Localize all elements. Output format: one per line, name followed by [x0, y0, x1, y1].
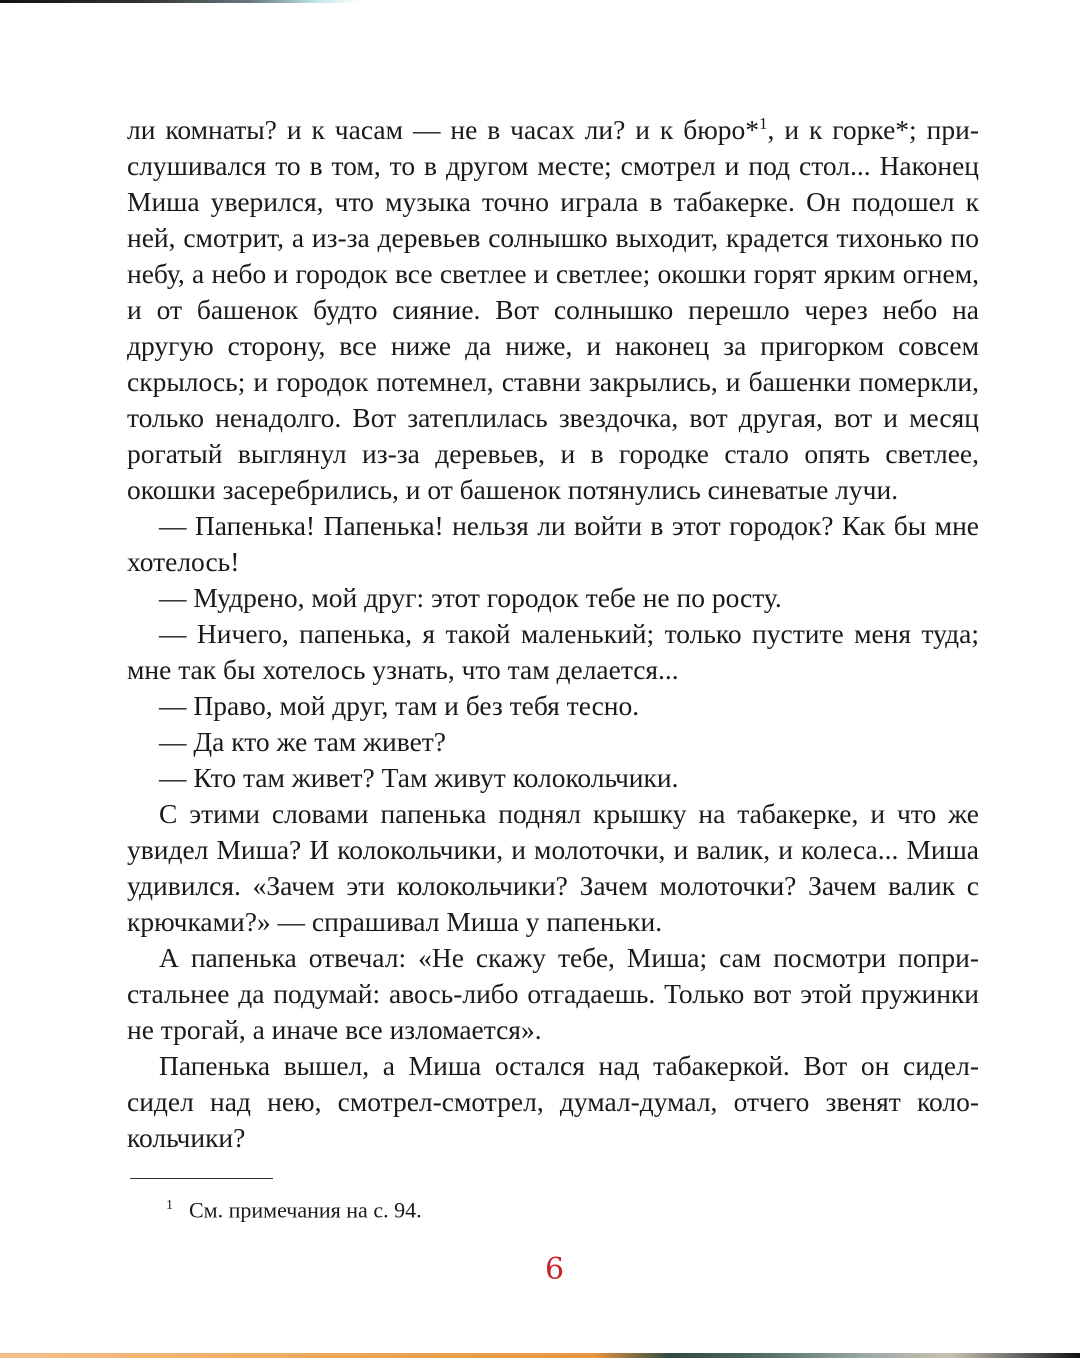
paragraph-4: — Ничего, папенька, я такой маленький; только пустите меня туда; мне так бы хотелось узнать, что там делается... — [127, 618, 979, 685]
paragraph-1 — [127, 112, 979, 508]
paragraph-8: С этими словами папенька поднял крышку на табакерке, и что же увидел Миша? И колокольчики, и молоточки, и валик, и колеса... Миша удивился. «Зачем эти колокольчики? Зачем молоточки? Зачем валик с крючками?» — спрашивал Миша у папеньки. — [127, 798, 979, 937]
paragraph-6: — Да кто же там живет? — [159, 726, 447, 757]
paragraph-7: — Кто там живет? Там живут колокольчики. — [159, 762, 679, 793]
paragraph-5: — Право, мой друг, там и без тебя тесно. — [159, 690, 640, 721]
footnote-reference[interactable]: 1 — [759, 113, 768, 133]
footnote-divider — [130, 1178, 273, 1179]
footnote-mark: 1 — [166, 1198, 173, 1213]
paragraph-3: — Мудрено, мой друг: этот городок тебе не по росту. — [159, 582, 782, 613]
paragraph-text: ли комнаты? и к часам — не в часах ли? и к бюро* — [127, 114, 760, 145]
paragraph-10: Папенька вышел, а Миша остался над табакеркой. Вот он сидел-сидел над нею, смотрел-смотрел, думал-думал, отчего звенят колокольчики? — [127, 1050, 979, 1153]
scan-edge-top — [0, 0, 360, 3]
paragraph-text: , и к горке*; прислушивался то в том, то в другом месте; смотрел и под стол... Наконец Миша уверился, что музыка точно играла в табакерке. Он подошел к ней, смотрит, а из-за деревьев солнышко выходит, крадется тихонько по небу, а небо и городок все светлее и светлее; окошки горят ярким огнем, и от башенок будто сияние. Вот солнышко перешло через небо на другую сторону, все ниже да ниже, и наконец за пригорком совсем скрылось; и городок потемнел, ставни закрылись, и башенки померкли, только ненадолго. Вот затеплилась звездочка, вот другая, вот и месяц рогатый выглянул из-за деревьев, и в городке стало опять светлее, окошки засеребрились, и от башенок потянулись синеватые лучи. — [127, 114, 979, 505]
scan-edge-bottom — [0, 1353, 1080, 1358]
paragraph-9: А папенька отвечал: «Не скажу тебе, Миша; сам посмотри попристальнее да подумай: авось-либо отгадаешь. Только вот этой пружинки не трогай, а иначе все изломается». — [127, 942, 979, 1045]
page-body-text — [127, 112, 979, 1156]
footnote — [166, 1190, 422, 1226]
footnote-text: См. примечания на с. 94. — [189, 1197, 422, 1223]
paragraph-2: — Папенька! Папенька! нельзя ли войти в этот городок? Как бы мне хотелось! — [127, 510, 979, 577]
page-number: 6 — [545, 1252, 565, 1287]
